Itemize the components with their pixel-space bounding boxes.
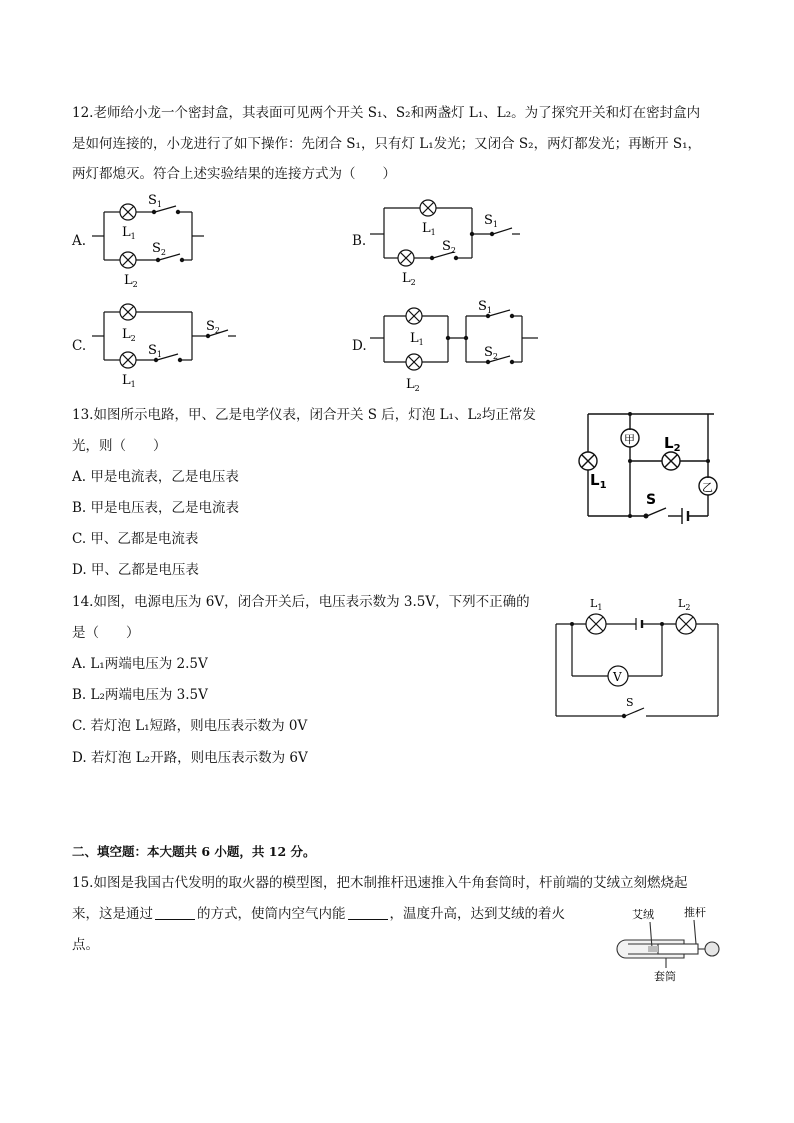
q12-line-3: 两灯都熄灭。符合上述实验结果的连接方式为（ ） bbox=[72, 166, 396, 182]
circuit-d-s1-label: $S_1$ bbox=[478, 299, 492, 315]
fire-piston-figure bbox=[612, 902, 726, 988]
q13-option-c: C. 甲、乙都是电流表 bbox=[72, 531, 199, 547]
circuit-c-s2-label: $S_2$ bbox=[206, 319, 220, 335]
figure-label-moxa: 艾绒 bbox=[632, 908, 654, 921]
q13-line-1: 13.如图所示电路，甲、乙是电学仪表，闭合开关 S 后，灯泡 L₁、L₂均正常发 bbox=[72, 407, 536, 423]
circuit-b-l2-label: $L_2$ bbox=[402, 271, 416, 287]
circuit-b-s2-label: $S_2$ bbox=[442, 239, 456, 255]
q13-l1-label: $L_1$ bbox=[590, 471, 607, 491]
q13-circuit-diagram bbox=[574, 404, 724, 528]
ammeter-yi-label: 乙 bbox=[702, 481, 713, 494]
circuit-d-s2-label: $S_2$ bbox=[484, 345, 498, 361]
q14-switch-label: S bbox=[626, 696, 634, 709]
q14-option-d: D. 若灯泡 L₂开路，则电压表示数为 6V bbox=[72, 750, 308, 766]
circuit-b-diagram bbox=[366, 192, 526, 290]
q13-l2-label: $L_2$ bbox=[664, 434, 681, 454]
q14-line-1: 14.如图，电源电压为 6V，闭合开关后，电压表示数为 3.5V，下列不正确的 bbox=[72, 594, 530, 610]
circuit-a-s1-label: $S_1$ bbox=[148, 193, 162, 209]
circuit-d-diagram bbox=[366, 296, 546, 394]
q15-text-part-1: 来，这是通过 bbox=[72, 906, 153, 922]
circuit-b-s1-label: $S_1$ bbox=[484, 213, 498, 229]
circuit-a-s2-label: $S_2$ bbox=[152, 241, 166, 257]
q15-text-part-2: 的方式，使筒内空气内能 bbox=[197, 906, 346, 922]
q14-option-a: A. L₁两端电压为 2.5V bbox=[72, 656, 208, 672]
figure-label-sleeve: 套筒 bbox=[654, 970, 676, 983]
section-2-heading: 二、填空题：本大题共 6 小题，共 12 分。 bbox=[72, 844, 316, 859]
q15-blank-1[interactable] bbox=[155, 906, 195, 920]
circuit-d-l2-label: $L_2$ bbox=[406, 377, 420, 393]
q14-option-c: C. 若灯泡 L₁短路，则电压表示数为 0V bbox=[72, 718, 308, 734]
circuit-c-l1-label: $L_1$ bbox=[122, 373, 136, 389]
q15-blank-2[interactable] bbox=[348, 906, 388, 920]
q15-line-2 bbox=[72, 904, 565, 924]
q12-option-c-label: C. bbox=[72, 338, 87, 354]
ammeter-jia-label: 甲 bbox=[624, 433, 635, 446]
q14-circuit-diagram bbox=[552, 594, 726, 720]
q15-line-1: 15.如图是我国古代发明的取火器的模型图，把木制推杆迅速推入牛角套筒时，杆前端的艾绒立刻燃烧起 bbox=[72, 875, 688, 891]
q14-l1-label: $L_1$ bbox=[590, 597, 603, 612]
q14-option-b: B. L₂两端电压为 3.5V bbox=[72, 687, 208, 703]
q13-option-a: A. 甲是电流表，乙是电压表 bbox=[72, 469, 239, 485]
q12-option-d-label: D. bbox=[352, 338, 367, 354]
circuit-a-diagram bbox=[88, 192, 218, 290]
q13-line-2: 光，则（ ） bbox=[72, 438, 167, 454]
circuit-c-l2-label: $L_2$ bbox=[122, 327, 136, 343]
figure-label-push-rod: 推杆 bbox=[684, 906, 706, 919]
voltmeter-label: V bbox=[613, 670, 622, 684]
q12-line-1: 12.老师给小龙一个密封盒，其表面可见两个开关 S₁、S₂和两盏灯 L₁、L₂。为了探究开关和灯在密封盒内 bbox=[72, 105, 701, 121]
circuit-c-s1-label: $S_1$ bbox=[148, 343, 162, 359]
circuit-c-diagram bbox=[88, 296, 248, 394]
circuit-a-l2-label: $L_2$ bbox=[124, 273, 138, 289]
q15-text-part-3: ，温度升高，达到艾绒的着火 bbox=[389, 906, 565, 922]
q13-option-d: D. 甲、乙都是电压表 bbox=[72, 562, 199, 578]
circuit-d-l1-label: $L_1$ bbox=[410, 331, 424, 347]
q12-option-b-label: B. bbox=[352, 233, 367, 249]
q13-switch-label: S bbox=[646, 492, 657, 508]
q12-line-2: 是如何连接的，小龙进行了如下操作：先闭合 S₁，只有灯 L₁发光；又闭合 S₂，两灯都发光；再断开 S₁， bbox=[72, 136, 702, 152]
circuit-a-l1-label: $L_1$ bbox=[122, 225, 136, 241]
q14-l2-label: $L_2$ bbox=[678, 597, 691, 612]
q12-option-a-label: A. bbox=[72, 233, 87, 249]
q15-line-3: 点。 bbox=[72, 937, 99, 953]
q14-line-2: 是（ ） bbox=[72, 625, 140, 641]
circuit-b-l1-label: $L_1$ bbox=[422, 221, 436, 237]
q13-option-b: B. 甲是电压表，乙是电流表 bbox=[72, 500, 240, 516]
